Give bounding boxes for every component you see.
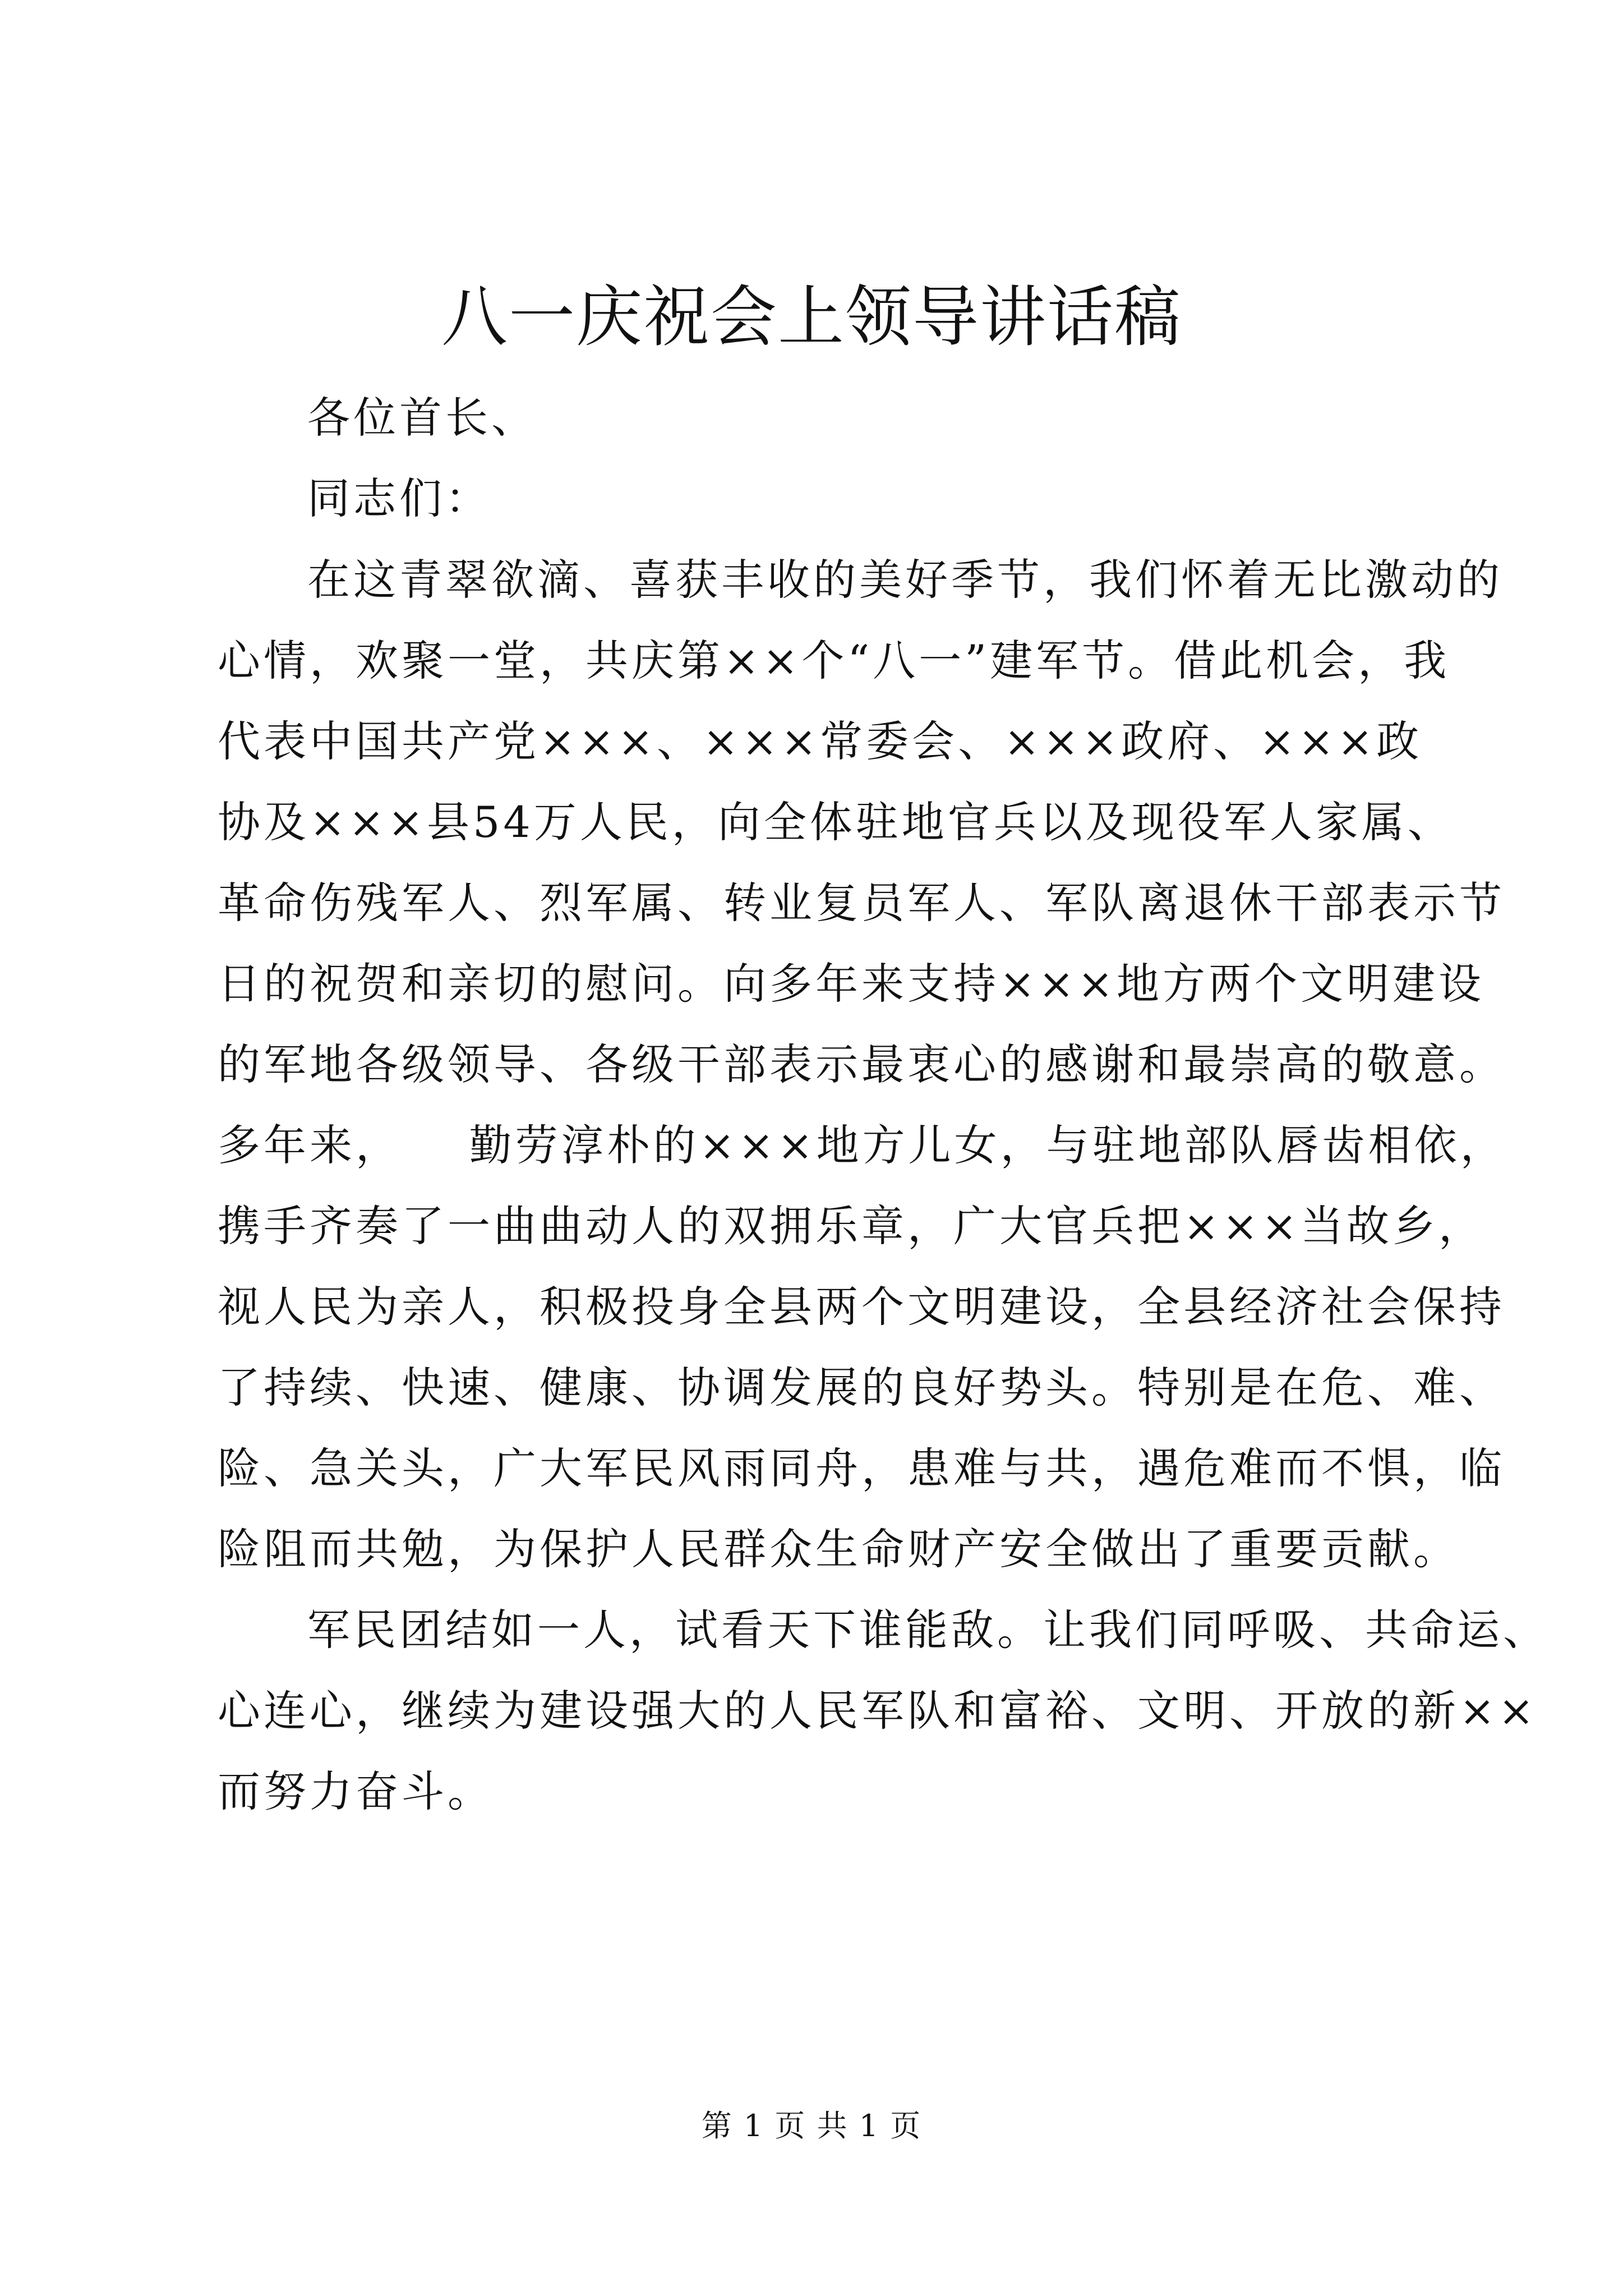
paragraph-line: 日的祝贺和亲切的慰问。向多年来支持×××地方两个文明建设 (218, 959, 1485, 1009)
paragraph-line: 险、急关头，广大军民风雨同舟，患难与共，遇危难而不惧，临 (218, 1443, 1505, 1493)
paragraph-line: 而努力奋斗。 (218, 1766, 494, 1816)
salutation-line: 各位首长、 (307, 393, 537, 443)
paragraph-line: 携手齐奏了一曲曲动人的双拥乐章，广大官兵把×××当故乡， (218, 1201, 1485, 1251)
document-title: 八一庆祝会上领导讲话稿 (441, 278, 1182, 356)
paragraph-line: 了持续、快速、健康、协调发展的良好势头。特别是在危、难、 (218, 1363, 1505, 1412)
paragraph-line: 险阻而共勉，为保护人民群众生命财产安全做出了重要贡献。 (218, 1524, 1459, 1574)
paragraph-line: 军民团结如一人，试看天下谁能敌。让我们同呼吸、共命运、 (307, 1605, 1549, 1655)
paragraph-line: 在这青翠欲滴、喜获丰收的美好季节，我们怀着无比激动的 (307, 555, 1503, 605)
paragraph-line: 心连心，继续为建设强大的人民军队和富裕、文明、开放的新×× (218, 1686, 1538, 1736)
paragraph-line: 多年来， 勤劳淳朴的×××地方儿女，与驻地部队唇齿相依， (218, 1120, 1506, 1170)
paragraph-line: 的军地各级领导、各级干部表示最衷心的感谢和最崇高的敬意。 (218, 1039, 1505, 1089)
page-footer: 第 1 页 共 1 页 (701, 2108, 922, 2143)
salutation-line: 同志们： (307, 473, 491, 523)
paragraph-line: 视人民为亲人，积极投身全县两个文明建设，全县经济社会保持 (218, 1282, 1505, 1332)
paragraph-line: 革命伤残军人、烈军属、转业复员军人、军队离退休干部表示节 (218, 878, 1505, 928)
paragraph-line: 协及×××县54万人民，向全体驻地官兵以及现役军人家属、 (218, 797, 1454, 847)
paragraph-line: 心情，欢聚一堂，共庆第××个“八一”建军节。借此机会，我 (218, 636, 1450, 685)
paragraph-line: 代表中国共产党×××、×××常委会、×××政府、×××政 (218, 716, 1423, 766)
